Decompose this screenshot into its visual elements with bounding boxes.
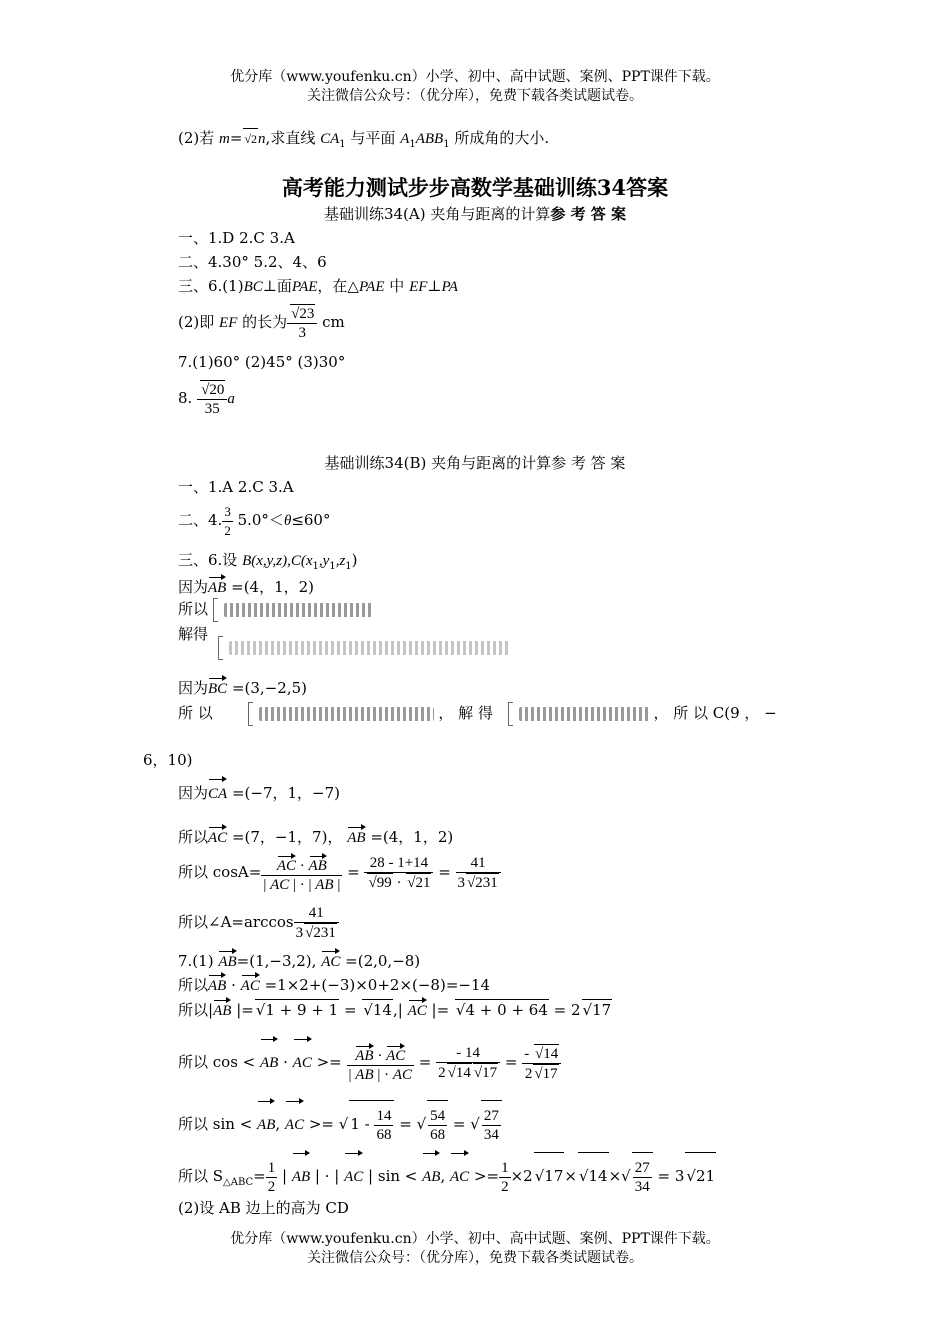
a-line-5: 7.(1)60° (2)45° (3)30° [178,353,346,371]
b-line-ac: 所以AC =(7，−1，7)， AB =(4，1，2) [178,824,453,848]
header-line-2: 关注微信公众号：（优分库），免费下载各类试题试卷。 [307,88,643,104]
section-a-subtitle: 基础训练34(A) 夹角与距离的计算参 考 答 案 [323,205,627,223]
b-line-q7: 7.(1) AB=(1,−3,2), AC =(2,0,−8) [178,948,420,972]
header-line-1: 优分库（www.youfenku.cn）小学、初中、高中试题、案例、PPT课件下载。 [230,69,720,85]
b-line-3: 三、6.设 $B(x,y,z),C(x_1,y_1,z_1)$ [178,551,358,572]
section-b-subtitle: 基础训练34(B) 夹角与距离的计算参 考 答 案 [324,454,626,472]
footer-line-1: 优分库（www.youfenku.cn）小学、初中、高中试题、案例、PPT课件下载。 [230,1231,720,1247]
a-line-2: 二、4.30° 5.2、4、6 [178,253,327,271]
b-line-last: (2)设 AB 边上的高为 CD [178,1199,349,1217]
intro-question: (2)若 m=√ 2n,求直线 $CA_1$ 与平面 $A_1ABB_1$ 所成角的大小. [178,128,549,155]
b-line-dot: 所以AB · AC =1×2+(−3)×0+2×(−8)=−14 [178,972,490,996]
b-line-ca: 因为CA =(−7，1，−7) [178,776,340,808]
b-line-1: 一、1.A 2.C 3.A [178,478,294,496]
doc-title: 高考能力测试步步高数学基础训练34答案 [281,175,669,200]
a-line-6: 8. √ $\frac{20}{35}$ a [178,378,235,419]
b-line-so-2: 所 以 ， 解 得 ， 所 以 C(9 ， − [178,702,806,726]
a-line-1: 一、1.D 2.C 3.A [178,229,295,247]
b-line-solve-1: 解得 [178,625,209,643]
b-line-so-1: 所以 [178,598,374,622]
footer-line-2: 关注微信公众号：（优分库），免费下载各类试题试卷。 [307,1250,643,1266]
b-line-area: 所以 $S_{\triangle ABC}=$ $\frac{1}{2}$ | AB | · | AC | sin < AB, AC >= $\frac{1}{2}$ ×2√ 17×√ 14×√ $\frac{27}{34}$ = 3√ 21 [178,1150,716,1206]
b-line-bc: 因为BC =(3,−2,5) [178,675,307,699]
b-line-ab: 因为AB =(4，1，2) [178,574,314,598]
b-line-cosA: 所以 cosA= $\frac{AC \cdot AB}{| AC | \cdot | AB |}$ = 28 - 1+14 √ 99 · √ 21 = $\frac{41}{3√ 231}$ [178,850,501,894]
b-line-cos: 所以 cos < AB · AC >= $\frac{AB \cdot AC}{| AB | \cdot AC}$ = $\frac{- 14}{2√ 14√ 17}$ = $\frac{- √ 14}{2√ 17}$ [178,1036,561,1086]
b-line-2: 二、4. $\frac{3}{2}$ 5.0°＜θ≤60° [178,503,331,538]
b-line-cont: 6，10) [143,751,193,769]
a-line-4: (2)即 EF 的长为 √ $\frac{23}{3}$ cm [178,302,345,343]
b-line-angleA: 所以∠A=arccos $\frac{41}{3√ 231}$ [178,900,339,944]
b-line-sin: 所以 sin < AB, AC >= √ 1 - $\frac{14}{68}$ = √ $\frac{54}{68}$ = √ $\frac{27}{34}$ [178,1098,502,1148]
a-line-3: 三、6.(1)BC⊥面PAE，在△PAE 中 EF⊥PA [178,277,458,295]
b-line-length: 所以|AB |=√ 1 + 9 + 1 = √ 14,| AC |= √ 4 + 0 + 64 = 2√ 17 [178,997,612,1021]
b-blurred-solution [218,636,509,660]
